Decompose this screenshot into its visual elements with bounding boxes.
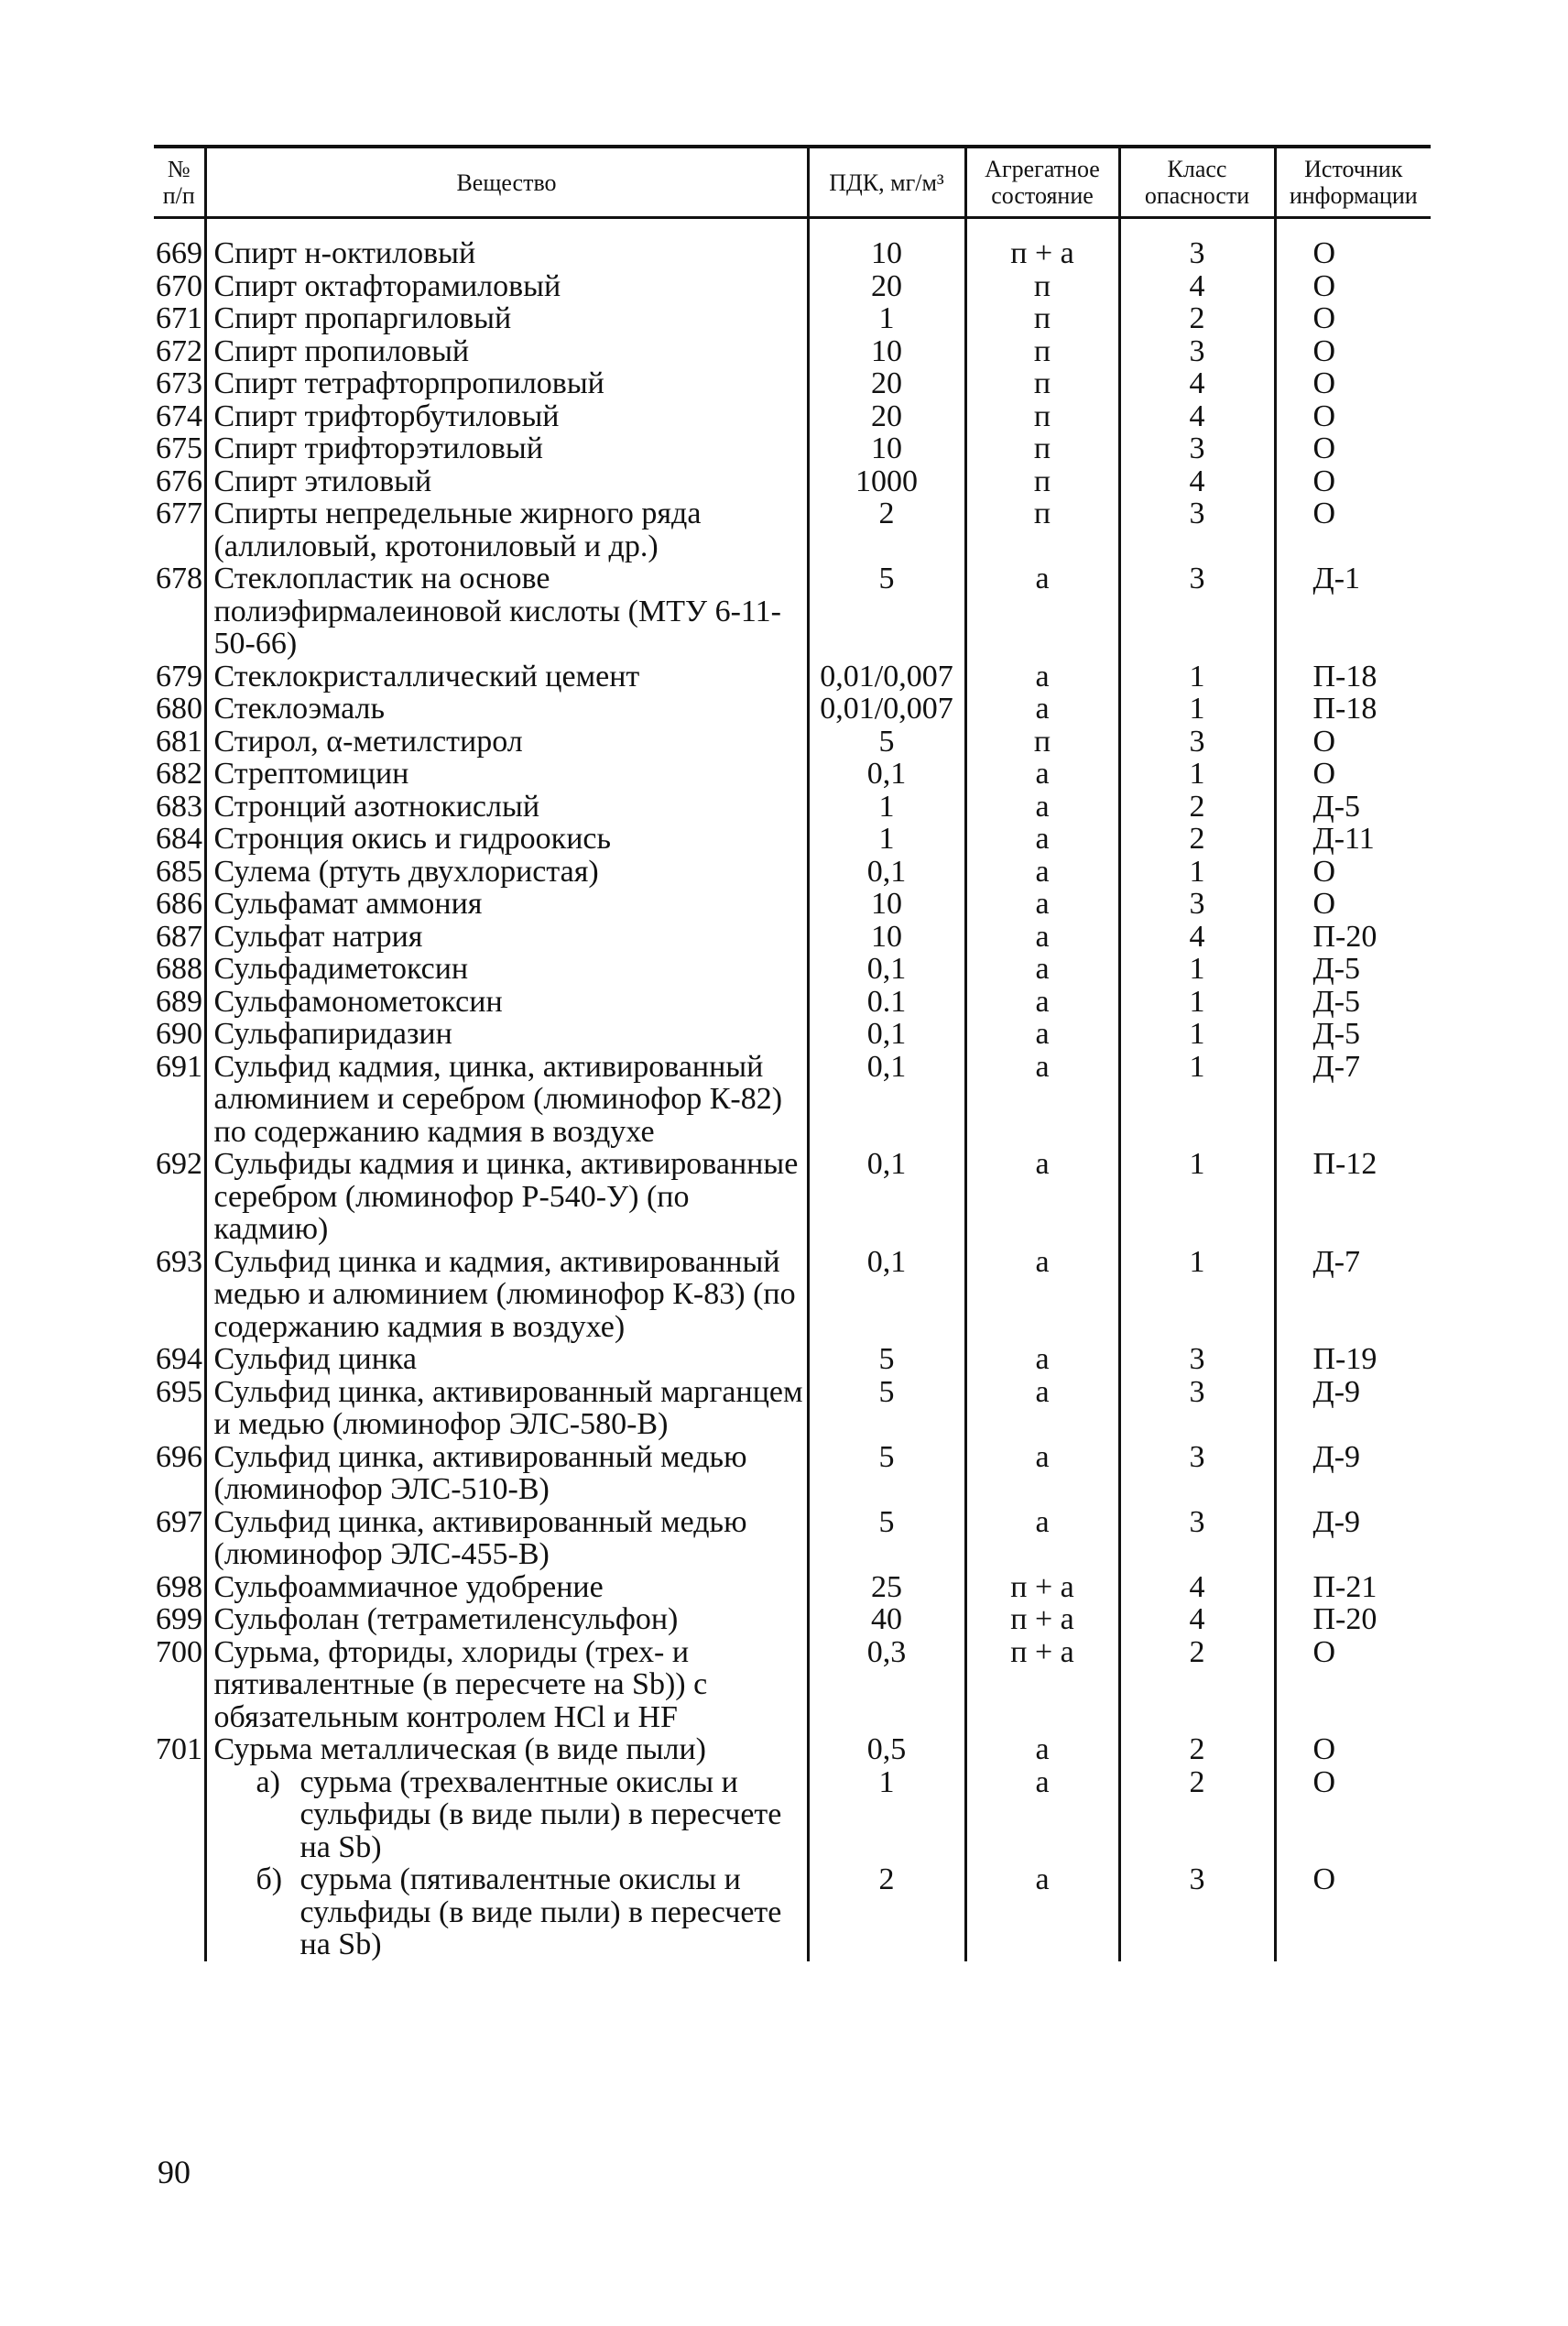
cell-no: 697 bbox=[156, 1504, 202, 1539]
cell-source: П-20 bbox=[1275, 921, 1431, 954]
cell-substance: Сульфадиметоксин bbox=[205, 953, 808, 986]
cell-no: 682 bbox=[156, 757, 202, 791]
table-row bbox=[154, 432, 1431, 465]
cell-pdk: 10 bbox=[808, 432, 965, 465]
cell-substance: Сурьма металлическая (в виде пыли) bbox=[205, 1733, 808, 1766]
cell-hazard: 4 bbox=[1119, 921, 1275, 954]
cell-substance: Спирт октафторамиловый bbox=[205, 270, 808, 303]
subitem-text: сурьма (трехвалентные окислы и сульфиды (в виде пыли) в пересчете на Sb) bbox=[299, 1764, 782, 1864]
cell-no: 701 bbox=[156, 1732, 202, 1766]
cell-hazard: 3 bbox=[1119, 726, 1275, 759]
cell-state: а bbox=[965, 986, 1119, 1019]
cell-no: 698 bbox=[156, 1569, 202, 1604]
cell-state: п bbox=[965, 465, 1119, 498]
cell-pdk: 10 bbox=[808, 921, 965, 954]
cell-hazard: 1 bbox=[1119, 1051, 1275, 1149]
table-row bbox=[154, 465, 1431, 498]
header-pdk: ПДК, мг/м³ bbox=[808, 147, 965, 218]
cell-state: а bbox=[965, 1733, 1119, 1766]
cell-source: П-20 bbox=[1275, 1603, 1431, 1636]
cell-hazard: 4 bbox=[1119, 1571, 1275, 1604]
cell-substance bbox=[205, 1863, 808, 1961]
cell-source: Д-5 bbox=[1275, 953, 1431, 986]
cell-state: п bbox=[965, 400, 1119, 433]
cell-pdk: 0,1 bbox=[808, 1018, 965, 1051]
cell-pdk: 25 bbox=[808, 1571, 965, 1604]
cell-hazard: 1 bbox=[1119, 1246, 1275, 1344]
table-row bbox=[154, 1148, 1431, 1246]
cell-state: а bbox=[965, 693, 1119, 726]
table-row bbox=[154, 1441, 1431, 1506]
cell-source: О bbox=[1275, 726, 1431, 759]
cell-pdk: 0,1 bbox=[808, 953, 965, 986]
table-row bbox=[154, 791, 1431, 824]
cell-hazard: 2 bbox=[1119, 1733, 1275, 1766]
cell-pdk: 20 bbox=[808, 400, 965, 433]
cell-substance: Спирт трифторэтиловый bbox=[205, 432, 808, 465]
cell-no: 690 bbox=[156, 1017, 202, 1051]
cell-no: 671 bbox=[156, 301, 202, 335]
cell-no: 678 bbox=[156, 562, 202, 595]
table-row bbox=[154, 1506, 1431, 1571]
cell-substance: Сульфид кадмия, цинка, активированный алюминием и серебром (люминофор К-82) по содержанию кадмия в воздухе bbox=[205, 1051, 808, 1149]
cell-pdk: 2 bbox=[808, 1863, 965, 1961]
cell-state: п bbox=[965, 367, 1119, 400]
cell-substance: Сулема (ртуть двухлористая) bbox=[205, 856, 808, 889]
cell-no bbox=[154, 1766, 205, 1864]
cell-source: Д-9 bbox=[1275, 1376, 1431, 1441]
cell-hazard: 1 bbox=[1119, 758, 1275, 791]
cell-source: О bbox=[1275, 302, 1431, 335]
cell-source: Д-9 bbox=[1275, 1441, 1431, 1506]
cell-source: О bbox=[1275, 335, 1431, 368]
cell-substance: Сульфамонометоксин bbox=[205, 986, 808, 1019]
cell-hazard: 3 bbox=[1119, 1506, 1275, 1571]
cell-substance: Стирол, α-метилстирол bbox=[205, 726, 808, 759]
cell-state: а bbox=[965, 1506, 1119, 1571]
cell-source: П-12 bbox=[1275, 1148, 1431, 1246]
cell-no: 695 bbox=[156, 1374, 202, 1409]
table-row bbox=[154, 400, 1431, 433]
table-subrow bbox=[154, 1863, 1431, 1961]
cell-substance: Спирт пропиловый bbox=[205, 335, 808, 368]
table-row bbox=[154, 367, 1431, 400]
table-row bbox=[154, 1246, 1431, 1344]
table-row bbox=[154, 823, 1431, 856]
cell-no: 669 bbox=[156, 236, 202, 270]
cell-substance: Стронций азотнокислый bbox=[205, 791, 808, 824]
cell-hazard: 1 bbox=[1119, 953, 1275, 986]
cell-pdk: 10 bbox=[808, 218, 965, 270]
cell-pdk: 0.1 bbox=[808, 986, 965, 1019]
table-row bbox=[154, 1051, 1431, 1149]
cell-pdk: 0,1 bbox=[808, 758, 965, 791]
cell-source: О bbox=[1275, 497, 1431, 562]
cell-state: а bbox=[965, 921, 1119, 954]
cell-substance: Сульфид цинка, активированный медью (люминофор ЭЛС-455-В) bbox=[205, 1506, 808, 1571]
cell-pdk: 1 bbox=[808, 302, 965, 335]
cell-state: а bbox=[965, 1863, 1119, 1961]
cell-hazard: 1 bbox=[1119, 1148, 1275, 1246]
cell-pdk: 5 bbox=[808, 1376, 965, 1441]
table-row bbox=[154, 497, 1431, 562]
cell-source: П-21 bbox=[1275, 1571, 1431, 1604]
header-state: Агрегатное состояние bbox=[965, 147, 1119, 218]
cell-hazard: 2 bbox=[1119, 1636, 1275, 1734]
cell-state: а bbox=[965, 661, 1119, 693]
cell-source: О bbox=[1275, 1863, 1431, 1961]
cell-hazard: 2 bbox=[1119, 791, 1275, 824]
table-header-row bbox=[154, 147, 1431, 218]
cell-no bbox=[154, 1863, 205, 1961]
cell-substance: Сульфолан (тетраметиленсульфон) bbox=[205, 1603, 808, 1636]
cell-no: 674 bbox=[156, 399, 202, 433]
cell-pdk: 0,01/0,007 bbox=[808, 693, 965, 726]
cell-no: 680 bbox=[156, 692, 202, 726]
cell-no: 688 bbox=[156, 952, 202, 986]
cell-substance: Стеклоэмаль bbox=[205, 693, 808, 726]
cell-no: 696 bbox=[156, 1439, 202, 1474]
cell-hazard: 1 bbox=[1119, 693, 1275, 726]
cell-no: 675 bbox=[156, 431, 202, 465]
cell-pdk: 1000 bbox=[808, 465, 965, 498]
cell-source: П-18 bbox=[1275, 693, 1431, 726]
cell-no: 672 bbox=[156, 333, 202, 368]
cell-pdk: 5 bbox=[808, 562, 965, 661]
cell-pdk: 0,01/0,007 bbox=[808, 661, 965, 693]
cell-source: О bbox=[1275, 270, 1431, 303]
subitem-marker: б) bbox=[256, 1862, 283, 1896]
cell-state: п bbox=[965, 302, 1119, 335]
cell-substance: Стеклокристаллический цемент bbox=[205, 661, 808, 693]
cell-hazard: 3 bbox=[1119, 432, 1275, 465]
cell-source: О bbox=[1275, 432, 1431, 465]
cell-substance: Сульфид цинка, активированный медью (люминофор ЭЛС-510-В) bbox=[205, 1441, 808, 1506]
cell-source: О bbox=[1275, 1733, 1431, 1766]
cell-substance: Спирт пропаргиловый bbox=[205, 302, 808, 335]
table-row bbox=[154, 758, 1431, 791]
table-row bbox=[154, 1018, 1431, 1051]
cell-source: Д-7 bbox=[1275, 1051, 1431, 1149]
page-number: 90 bbox=[158, 2154, 191, 2190]
cell-hazard: 3 bbox=[1119, 1376, 1275, 1441]
cell-hazard: 4 bbox=[1119, 465, 1275, 498]
cell-pdk: 10 bbox=[808, 888, 965, 921]
cell-state: п + а bbox=[965, 1636, 1119, 1734]
cell-hazard: 1 bbox=[1119, 856, 1275, 889]
cell-substance: Сульфиды кадмия и цинка, активированные серебром (люминофор Р-540-У) (по кадмию) bbox=[205, 1148, 808, 1246]
cell-source: О bbox=[1275, 888, 1431, 921]
cell-pdk: 10 bbox=[808, 335, 965, 368]
cell-state: а bbox=[965, 1148, 1119, 1246]
cell-substance: Сульфамат аммония bbox=[205, 888, 808, 921]
cell-state: а bbox=[965, 953, 1119, 986]
subitem-text: сурьма (пятивалентные окислы и сульфиды (в виде пыли) в пересчете на Sb) bbox=[299, 1862, 782, 1961]
cell-hazard: 1 bbox=[1119, 1018, 1275, 1051]
cell-pdk: 20 bbox=[808, 367, 965, 400]
cell-pdk: 0,5 bbox=[808, 1733, 965, 1766]
cell-substance: Спирты непредельные жирного ряда (аллиловый, кротониловый и др.) bbox=[205, 497, 808, 562]
table-row bbox=[154, 1343, 1431, 1376]
cell-source: Д-1 bbox=[1275, 562, 1431, 661]
cell-no: 693 bbox=[156, 1244, 202, 1279]
table-row bbox=[154, 1376, 1431, 1441]
cell-no: 681 bbox=[156, 724, 202, 759]
table-row bbox=[154, 921, 1431, 954]
cell-no: 691 bbox=[156, 1049, 202, 1084]
cell-hazard: 4 bbox=[1119, 270, 1275, 303]
cell-source: О bbox=[1275, 367, 1431, 400]
cell-source: Д-9 bbox=[1275, 1506, 1431, 1571]
cell-pdk: 0,1 bbox=[808, 1246, 965, 1344]
cell-state: а bbox=[965, 1018, 1119, 1051]
table-row bbox=[154, 335, 1431, 368]
cell-pdk: 2 bbox=[808, 497, 965, 562]
cell-pdk: 5 bbox=[808, 1441, 965, 1506]
cell-state: а bbox=[965, 791, 1119, 824]
cell-substance: Спирт трифторбутиловый bbox=[205, 400, 808, 433]
cell-substance: Стеклопластик на основе полиэфирмалеиновой кислоты (МТУ 6-11-50-66) bbox=[205, 562, 808, 661]
cell-no: 676 bbox=[156, 464, 202, 498]
cell-source: П-19 bbox=[1275, 1343, 1431, 1376]
cell-source: П-18 bbox=[1275, 661, 1431, 693]
cell-no: 679 bbox=[156, 659, 202, 693]
cell-state: п bbox=[965, 726, 1119, 759]
cell-source: Д-5 bbox=[1275, 1018, 1431, 1051]
cell-hazard: 2 bbox=[1119, 302, 1275, 335]
cell-source: О bbox=[1275, 465, 1431, 498]
cell-hazard: 3 bbox=[1119, 562, 1275, 661]
cell-hazard: 2 bbox=[1119, 823, 1275, 856]
cell-state: п bbox=[965, 432, 1119, 465]
cell-no: 689 bbox=[156, 984, 202, 1019]
cell-source: О bbox=[1275, 400, 1431, 433]
cell-hazard: 4 bbox=[1119, 400, 1275, 433]
header-source: Источник информации bbox=[1275, 147, 1431, 218]
table-row bbox=[154, 302, 1431, 335]
cell-state: а bbox=[965, 562, 1119, 661]
cell-substance: Стронция окись и гидроокись bbox=[205, 823, 808, 856]
cell-no: 699 bbox=[156, 1602, 202, 1636]
table-row bbox=[154, 661, 1431, 693]
cell-substance: Спирт тетрафторпропиловый bbox=[205, 367, 808, 400]
cell-state: а bbox=[965, 1376, 1119, 1441]
cell-substance: Сульфат натрия bbox=[205, 921, 808, 954]
table-row bbox=[154, 562, 1431, 661]
table-row bbox=[154, 726, 1431, 759]
cell-hazard: 3 bbox=[1119, 335, 1275, 368]
cell-state: а bbox=[965, 856, 1119, 889]
cell-pdk: 20 bbox=[808, 270, 965, 303]
cell-pdk: 0,1 bbox=[808, 856, 965, 889]
cell-state: п bbox=[965, 497, 1119, 562]
cell-source: Д-5 bbox=[1275, 791, 1431, 824]
cell-hazard: 3 bbox=[1119, 888, 1275, 921]
cell-source: Д-11 bbox=[1275, 823, 1431, 856]
cell-source: О bbox=[1275, 758, 1431, 791]
cell-hazard: 4 bbox=[1119, 367, 1275, 400]
cell-state: а bbox=[965, 758, 1119, 791]
cell-state: а bbox=[965, 823, 1119, 856]
cell-state: п + а bbox=[965, 218, 1119, 270]
cell-pdk: 1 bbox=[808, 1766, 965, 1864]
cell-state: а bbox=[965, 1766, 1119, 1864]
cell-state: п bbox=[965, 270, 1119, 303]
table-row bbox=[154, 986, 1431, 1019]
cell-hazard: 4 bbox=[1119, 1603, 1275, 1636]
cell-substance: Сурьма, фториды, хлориды (трех- и пятивалентные (в пересчете на Sb)) с обязательным контролем HCl и HF bbox=[205, 1636, 808, 1734]
cell-state: а bbox=[965, 1246, 1119, 1344]
table-row bbox=[154, 1603, 1431, 1636]
cell-state: а bbox=[965, 1051, 1119, 1149]
cell-no: 694 bbox=[156, 1342, 202, 1376]
cell-substance: Спирт этиловый bbox=[205, 465, 808, 498]
table-row bbox=[154, 953, 1431, 986]
table-row bbox=[154, 888, 1431, 921]
cell-hazard: 2 bbox=[1119, 1766, 1275, 1864]
cell-no: 700 bbox=[156, 1634, 202, 1669]
cell-hazard: 1 bbox=[1119, 986, 1275, 1019]
cell-pdk: 0,3 bbox=[808, 1636, 965, 1734]
cell-substance: Спирт н-октиловый bbox=[205, 218, 808, 270]
cell-substance: Сульфид цинка и кадмия, активированный медью и алюминием (люминофор К-83) (по содержанию кадмия в воздухе) bbox=[205, 1246, 808, 1344]
cell-substance: Сульфоаммиачное удобрение bbox=[205, 1571, 808, 1604]
table-row bbox=[154, 856, 1431, 889]
header-substance: Вещество bbox=[205, 147, 808, 218]
cell-no: 685 bbox=[156, 854, 202, 889]
cell-no: 683 bbox=[156, 789, 202, 824]
cell-state: а bbox=[965, 1441, 1119, 1506]
table-body bbox=[154, 218, 1431, 1961]
table-row bbox=[154, 1571, 1431, 1604]
header-no: № п/п bbox=[154, 147, 205, 218]
cell-hazard: 3 bbox=[1119, 497, 1275, 562]
subitem-marker: а) bbox=[256, 1764, 280, 1799]
table-row bbox=[154, 693, 1431, 726]
cell-pdk: 5 bbox=[808, 1343, 965, 1376]
cell-source: О bbox=[1275, 856, 1431, 889]
cell-hazard: 3 bbox=[1119, 218, 1275, 270]
cell-no: 677 bbox=[156, 497, 202, 530]
cell-state: а bbox=[965, 888, 1119, 921]
header-hazard: Класс опасности bbox=[1119, 147, 1275, 218]
cell-no: 673 bbox=[156, 366, 202, 400]
table-row bbox=[154, 1733, 1431, 1766]
cell-source: О bbox=[1275, 1636, 1431, 1734]
cell-no: 670 bbox=[156, 268, 202, 303]
cell-hazard: 3 bbox=[1119, 1441, 1275, 1506]
cell-substance bbox=[205, 1766, 808, 1864]
table-row bbox=[154, 1636, 1431, 1734]
cell-source: Д-5 bbox=[1275, 986, 1431, 1019]
cell-substance: Сульфапиридазин bbox=[205, 1018, 808, 1051]
cell-state: п + а bbox=[965, 1603, 1119, 1636]
cell-pdk: 1 bbox=[808, 791, 965, 824]
cell-no: 684 bbox=[156, 822, 202, 856]
substances-table bbox=[154, 145, 1431, 1961]
cell-no: 687 bbox=[156, 919, 202, 954]
table-subrow bbox=[154, 1766, 1431, 1864]
cell-pdk: 40 bbox=[808, 1603, 965, 1636]
cell-source: Д-7 bbox=[1275, 1246, 1431, 1344]
cell-substance: Стрептомицин bbox=[205, 758, 808, 791]
cell-pdk: 1 bbox=[808, 823, 965, 856]
cell-no: 692 bbox=[156, 1147, 202, 1181]
cell-hazard: 3 bbox=[1119, 1343, 1275, 1376]
table-row bbox=[154, 270, 1431, 303]
cell-substance: Сульфид цинка bbox=[205, 1343, 808, 1376]
cell-source: О bbox=[1275, 1766, 1431, 1864]
table-row bbox=[154, 218, 1431, 270]
cell-pdk: 0,1 bbox=[808, 1051, 965, 1149]
cell-hazard: 1 bbox=[1119, 661, 1275, 693]
cell-substance: Сульфид цинка, активированный марганцем и медью (люминофор ЭЛС-580-В) bbox=[205, 1376, 808, 1441]
cell-state: п + а bbox=[965, 1571, 1119, 1604]
cell-no: 686 bbox=[156, 887, 202, 921]
cell-pdk: 5 bbox=[808, 726, 965, 759]
cell-hazard: 3 bbox=[1119, 1863, 1275, 1961]
cell-source: О bbox=[1275, 218, 1431, 270]
cell-pdk: 0,1 bbox=[808, 1148, 965, 1246]
cell-pdk: 5 bbox=[808, 1506, 965, 1571]
cell-state: п bbox=[965, 335, 1119, 368]
cell-state: а bbox=[965, 1343, 1119, 1376]
